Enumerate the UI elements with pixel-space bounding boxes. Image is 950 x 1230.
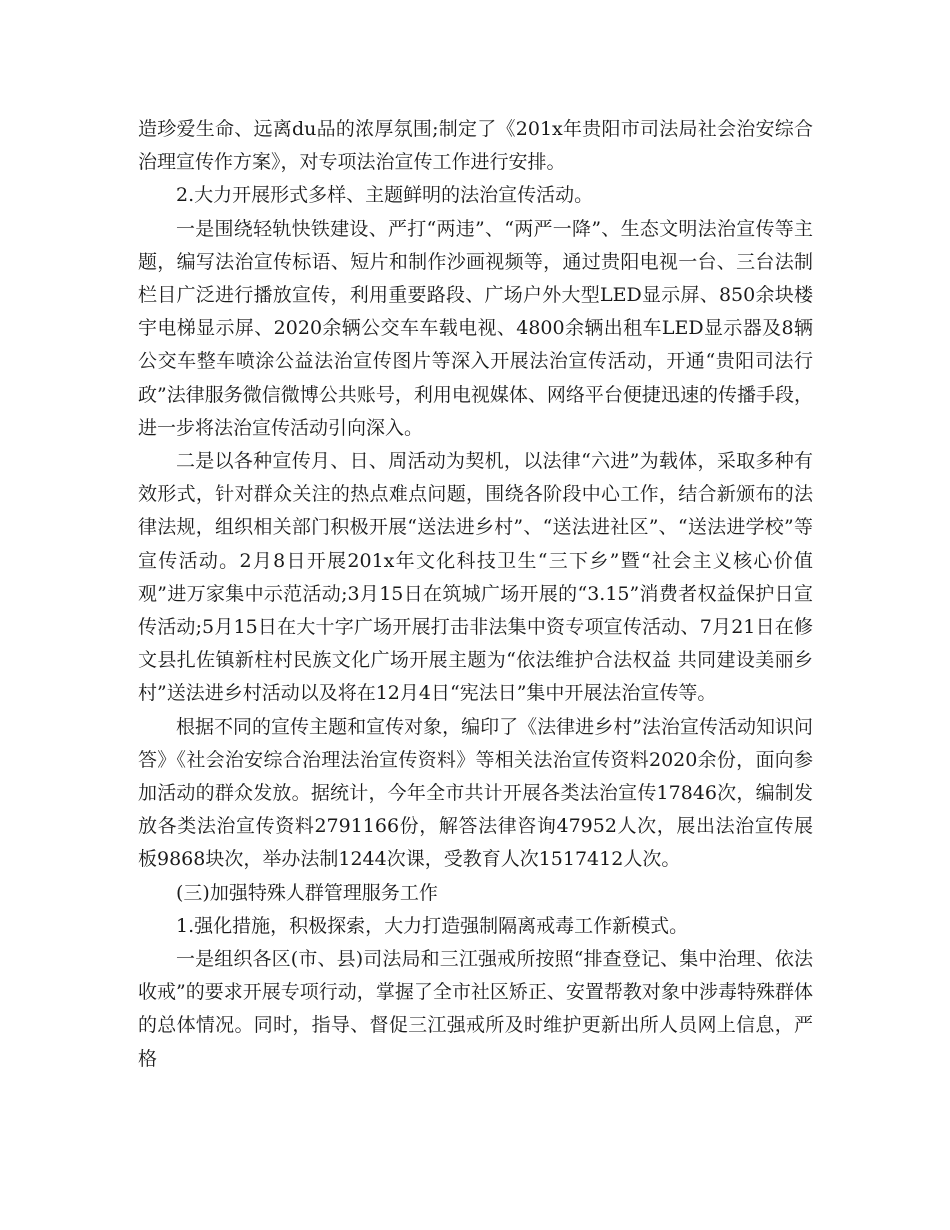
document-body [138,113,813,1076]
paragraph-1: 造珍爱生命、远离du品的浓厚氛围;制定了《201x年贵阳市司法局社会治安综合治理宣传作方案》，对专项法治宣传工作进行安排。 [138,118,813,174]
paragraph-3: 一是围绕轻轨快铁建设、严打“两违”、“两严一降”、生态文明法治宣传等主题，编写法治宣传标语、短片和制作沙画视频等，通过贵阳电视一台、三台法制栏目广泛进行播放宣传，利用重要路段、广场户外大型LED显示屏、850余块楼宇电梯显示屏、2020余辆公交车车载电视、4800余辆出租车LED显示器及8辆公交车整车喷涂公益法治宣传图片等深入开展法治宣传活动，开通“贵阳司法行政”法律服务微信微博公共账号，利用电视媒体、网络平台便捷迅速的传播手段，进一步将法治宣传活动引向深入。 [138,217,813,439]
paragraph-8: 一是组织各区(市、县)司法局和三江强戒所按照“排查登记、集中治理、依法收戒”的要求开展专项行动，掌握了全市社区矫正、安置帮教对象中涉毒特殊群体的总体情况。同时，指导、督促三江强戒所及时维护更新出所人员网上信息，严格 [138,948,813,1070]
paragraph-4: 二是以各种宣传月、日、周活动为契机，以法律“六进”为载体，采取多种有效形式，针对群众关注的热点难点问题，围绕各阶段中心工作，结合新颁布的法律法规，组织相关部门积极开展“送法进乡村”、“送法进社区”、“送法进学校”等宣传活动。2月8日开展201x年文化科技卫生“三下乡”暨“社会主义核心价值观”进万家集中示范活动;3月15日在筑城广场开展的“3.15”消费者权益保护日宣传活动;5月15日在大十字广场开展打击非法集中资专项宣传活动、7月21日在修文县扎佐镇新柱村民族文化广场开展主题为“依法维护合法权益 共同建设美丽乡村”送法进乡村活动以及将在12月4日“宪法日”集中开展法治宣传等。 [138,450,813,705]
subsection-heading: 1.强化措施，积极探索，大力打造强制隔离戒毒工作新模式。 [176,914,689,937]
section-heading: (三)加强特殊人群管理服务工作 [176,881,438,904]
paragraph-5: 根据不同的宣传主题和宣传对象，编印了《法律进乡村”法治宣传活动知识问答》《社会治安综合治理法治宣传资料》等相关法治宣传资料2020余份，面向参加活动的群众发放。据统计，今年全市共计开展各类法治宣传17846次，编制发放各类法治宣传资料2791166份，解答法律咨询47952人次，展出法治宣传展板9868块次，举办法制1244次课，受教育人次1517412人次。 [138,715,813,871]
paragraph-2-heading: 2.大力开展形式多样、主题鲜明的法治宣传活动。 [176,184,594,207]
